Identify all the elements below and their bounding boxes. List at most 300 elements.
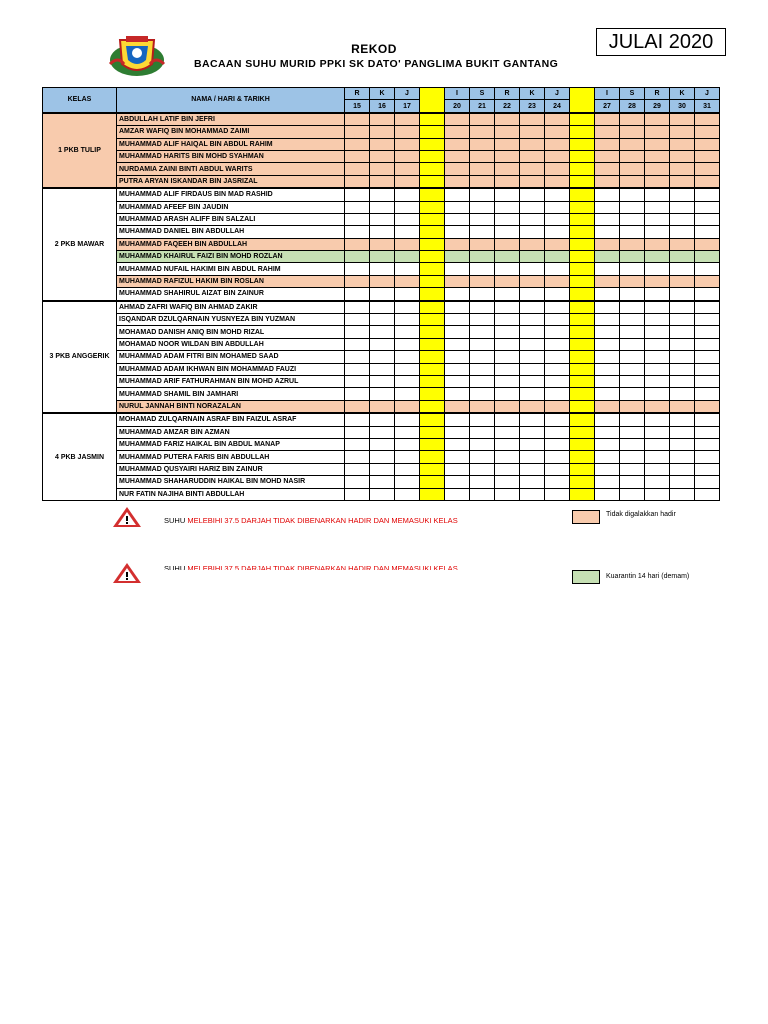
temperature-cell[interactable] — [545, 363, 570, 375]
temperature-cell[interactable] — [620, 426, 645, 438]
temperature-cell[interactable] — [595, 413, 620, 426]
temperature-cell[interactable] — [445, 150, 470, 162]
temperature-cell[interactable] — [595, 213, 620, 225]
temperature-cell[interactable] — [370, 451, 395, 463]
temperature-cell[interactable] — [545, 238, 570, 250]
temperature-cell[interactable] — [645, 213, 670, 225]
temperature-cell[interactable] — [395, 175, 420, 188]
temperature-cell[interactable] — [445, 451, 470, 463]
temperature-cell[interactable] — [520, 314, 545, 326]
temperature-cell[interactable] — [645, 338, 670, 350]
temperature-cell[interactable] — [495, 351, 520, 363]
temperature-cell[interactable] — [545, 126, 570, 138]
temperature-cell[interactable] — [595, 138, 620, 150]
temperature-cell[interactable] — [470, 238, 495, 250]
temperature-cell[interactable] — [395, 150, 420, 162]
temperature-cell[interactable] — [645, 288, 670, 301]
temperature-cell[interactable] — [345, 351, 370, 363]
temperature-cell[interactable] — [570, 426, 595, 438]
temperature-cell[interactable] — [445, 275, 470, 287]
temperature-cell[interactable] — [370, 188, 395, 201]
temperature-cell[interactable] — [395, 400, 420, 413]
temperature-cell[interactable] — [420, 463, 445, 475]
temperature-cell[interactable] — [395, 438, 420, 450]
temperature-cell[interactable] — [370, 363, 395, 375]
temperature-cell[interactable] — [470, 314, 495, 326]
temperature-cell[interactable] — [395, 314, 420, 326]
temperature-cell[interactable] — [570, 138, 595, 150]
temperature-cell[interactable] — [545, 488, 570, 500]
temperature-cell[interactable] — [545, 338, 570, 350]
temperature-cell[interactable] — [370, 238, 395, 250]
temperature-cell[interactable] — [470, 113, 495, 126]
temperature-cell[interactable] — [570, 375, 595, 387]
temperature-cell[interactable] — [470, 138, 495, 150]
temperature-cell[interactable] — [645, 438, 670, 450]
temperature-cell[interactable] — [520, 388, 545, 400]
temperature-cell[interactable] — [695, 213, 720, 225]
temperature-cell[interactable] — [595, 288, 620, 301]
temperature-cell[interactable] — [495, 275, 520, 287]
temperature-cell[interactable] — [470, 363, 495, 375]
temperature-cell[interactable] — [345, 363, 370, 375]
temperature-cell[interactable] — [695, 488, 720, 500]
temperature-cell[interactable] — [520, 400, 545, 413]
temperature-cell[interactable] — [670, 400, 695, 413]
temperature-cell[interactable] — [670, 150, 695, 162]
temperature-cell[interactable] — [620, 275, 645, 287]
temperature-cell[interactable] — [620, 301, 645, 314]
temperature-cell[interactable] — [495, 113, 520, 126]
temperature-cell[interactable] — [645, 375, 670, 387]
temperature-cell[interactable] — [595, 175, 620, 188]
temperature-cell[interactable] — [445, 363, 470, 375]
temperature-cell[interactable] — [495, 451, 520, 463]
temperature-cell[interactable] — [395, 213, 420, 225]
temperature-cell[interactable] — [595, 426, 620, 438]
temperature-cell[interactable] — [370, 463, 395, 475]
temperature-cell[interactable] — [620, 201, 645, 213]
temperature-cell[interactable] — [395, 288, 420, 301]
temperature-cell[interactable] — [645, 400, 670, 413]
temperature-cell[interactable] — [370, 251, 395, 263]
temperature-cell[interactable] — [370, 126, 395, 138]
temperature-cell[interactable] — [445, 413, 470, 426]
temperature-cell[interactable] — [445, 400, 470, 413]
temperature-cell[interactable] — [695, 251, 720, 263]
temperature-cell[interactable] — [670, 126, 695, 138]
temperature-cell[interactable] — [620, 488, 645, 500]
temperature-cell[interactable] — [445, 213, 470, 225]
temperature-cell[interactable] — [595, 251, 620, 263]
temperature-cell[interactable] — [595, 388, 620, 400]
temperature-cell[interactable] — [520, 476, 545, 488]
temperature-cell[interactable] — [545, 263, 570, 275]
temperature-cell[interactable] — [545, 476, 570, 488]
temperature-cell[interactable] — [420, 113, 445, 126]
temperature-cell[interactable] — [620, 213, 645, 225]
temperature-cell[interactable] — [395, 351, 420, 363]
temperature-cell[interactable] — [670, 463, 695, 475]
temperature-cell[interactable] — [470, 288, 495, 301]
temperature-cell[interactable] — [620, 351, 645, 363]
temperature-cell[interactable] — [645, 488, 670, 500]
temperature-cell[interactable] — [520, 438, 545, 450]
temperature-cell[interactable] — [345, 426, 370, 438]
temperature-cell[interactable] — [445, 226, 470, 238]
temperature-cell[interactable] — [520, 138, 545, 150]
temperature-cell[interactable] — [470, 463, 495, 475]
temperature-cell[interactable] — [545, 314, 570, 326]
temperature-cell[interactable] — [570, 301, 595, 314]
temperature-cell[interactable] — [395, 363, 420, 375]
temperature-cell[interactable] — [395, 426, 420, 438]
temperature-cell[interactable] — [520, 188, 545, 201]
temperature-cell[interactable] — [345, 188, 370, 201]
temperature-cell[interactable] — [345, 488, 370, 500]
temperature-cell[interactable] — [545, 400, 570, 413]
temperature-cell[interactable] — [645, 150, 670, 162]
temperature-cell[interactable] — [670, 438, 695, 450]
temperature-cell[interactable] — [545, 388, 570, 400]
temperature-cell[interactable] — [620, 113, 645, 126]
temperature-cell[interactable] — [595, 351, 620, 363]
temperature-cell[interactable] — [370, 113, 395, 126]
temperature-cell[interactable] — [395, 201, 420, 213]
temperature-cell[interactable] — [670, 363, 695, 375]
temperature-cell[interactable] — [645, 426, 670, 438]
temperature-cell[interactable] — [645, 175, 670, 188]
temperature-cell[interactable] — [595, 301, 620, 314]
temperature-cell[interactable] — [370, 175, 395, 188]
temperature-cell[interactable] — [570, 201, 595, 213]
temperature-cell[interactable] — [395, 451, 420, 463]
temperature-cell[interactable] — [495, 138, 520, 150]
temperature-cell[interactable] — [695, 150, 720, 162]
temperature-cell[interactable] — [420, 314, 445, 326]
temperature-cell[interactable] — [420, 326, 445, 338]
temperature-cell[interactable] — [370, 275, 395, 287]
temperature-cell[interactable] — [570, 113, 595, 126]
temperature-cell[interactable] — [620, 413, 645, 426]
temperature-cell[interactable] — [345, 150, 370, 162]
temperature-cell[interactable] — [445, 314, 470, 326]
temperature-cell[interactable] — [670, 351, 695, 363]
temperature-cell[interactable] — [695, 463, 720, 475]
temperature-cell[interactable] — [695, 113, 720, 126]
temperature-cell[interactable] — [470, 388, 495, 400]
temperature-cell[interactable] — [370, 301, 395, 314]
temperature-cell[interactable] — [420, 338, 445, 350]
temperature-cell[interactable] — [495, 413, 520, 426]
temperature-cell[interactable] — [495, 438, 520, 450]
temperature-cell[interactable] — [395, 301, 420, 314]
temperature-cell[interactable] — [520, 413, 545, 426]
temperature-cell[interactable] — [695, 226, 720, 238]
temperature-cell[interactable] — [670, 138, 695, 150]
temperature-cell[interactable] — [520, 213, 545, 225]
temperature-cell[interactable] — [345, 251, 370, 263]
temperature-cell[interactable] — [470, 451, 495, 463]
temperature-cell[interactable] — [395, 238, 420, 250]
temperature-cell[interactable] — [670, 326, 695, 338]
temperature-cell[interactable] — [395, 338, 420, 350]
temperature-cell[interactable] — [445, 326, 470, 338]
temperature-cell[interactable] — [420, 301, 445, 314]
temperature-cell[interactable] — [520, 288, 545, 301]
temperature-cell[interactable] — [570, 226, 595, 238]
temperature-cell[interactable] — [595, 226, 620, 238]
temperature-cell[interactable] — [345, 476, 370, 488]
temperature-cell[interactable] — [570, 388, 595, 400]
temperature-cell[interactable] — [545, 201, 570, 213]
temperature-cell[interactable] — [520, 238, 545, 250]
temperature-cell[interactable] — [420, 251, 445, 263]
temperature-cell[interactable] — [645, 476, 670, 488]
temperature-cell[interactable] — [595, 150, 620, 162]
temperature-cell[interactable] — [495, 301, 520, 314]
temperature-cell[interactable] — [520, 251, 545, 263]
temperature-cell[interactable] — [670, 338, 695, 350]
temperature-cell[interactable] — [395, 163, 420, 175]
temperature-cell[interactable] — [420, 238, 445, 250]
temperature-cell[interactable] — [495, 288, 520, 301]
temperature-cell[interactable] — [695, 126, 720, 138]
temperature-cell[interactable] — [570, 351, 595, 363]
temperature-cell[interactable] — [570, 400, 595, 413]
temperature-cell[interactable] — [470, 326, 495, 338]
temperature-cell[interactable] — [620, 138, 645, 150]
temperature-cell[interactable] — [470, 175, 495, 188]
temperature-cell[interactable] — [545, 213, 570, 225]
temperature-cell[interactable] — [520, 163, 545, 175]
temperature-cell[interactable] — [570, 150, 595, 162]
temperature-cell[interactable] — [470, 163, 495, 175]
temperature-cell[interactable] — [645, 363, 670, 375]
temperature-cell[interactable] — [620, 238, 645, 250]
temperature-cell[interactable] — [570, 413, 595, 426]
temperature-cell[interactable] — [570, 338, 595, 350]
temperature-cell[interactable] — [345, 126, 370, 138]
temperature-cell[interactable] — [695, 163, 720, 175]
temperature-cell[interactable] — [645, 388, 670, 400]
temperature-cell[interactable] — [670, 238, 695, 250]
temperature-cell[interactable] — [495, 326, 520, 338]
temperature-cell[interactable] — [695, 413, 720, 426]
temperature-cell[interactable] — [420, 188, 445, 201]
temperature-cell[interactable] — [470, 338, 495, 350]
temperature-cell[interactable] — [620, 451, 645, 463]
temperature-cell[interactable] — [595, 476, 620, 488]
temperature-cell[interactable] — [445, 175, 470, 188]
temperature-cell[interactable] — [570, 476, 595, 488]
temperature-cell[interactable] — [595, 275, 620, 287]
temperature-cell[interactable] — [595, 163, 620, 175]
temperature-cell[interactable] — [695, 263, 720, 275]
temperature-cell[interactable] — [645, 238, 670, 250]
temperature-cell[interactable] — [670, 175, 695, 188]
temperature-cell[interactable] — [420, 488, 445, 500]
temperature-cell[interactable] — [445, 426, 470, 438]
temperature-cell[interactable] — [470, 476, 495, 488]
temperature-cell[interactable] — [495, 388, 520, 400]
temperature-cell[interactable] — [645, 351, 670, 363]
temperature-cell[interactable] — [495, 463, 520, 475]
temperature-cell[interactable] — [545, 438, 570, 450]
temperature-cell[interactable] — [620, 363, 645, 375]
temperature-cell[interactable] — [645, 226, 670, 238]
temperature-cell[interactable] — [495, 363, 520, 375]
temperature-cell[interactable] — [670, 288, 695, 301]
temperature-cell[interactable] — [520, 113, 545, 126]
temperature-cell[interactable] — [620, 388, 645, 400]
temperature-cell[interactable] — [570, 451, 595, 463]
temperature-cell[interactable] — [545, 326, 570, 338]
temperature-cell[interactable] — [370, 351, 395, 363]
temperature-cell[interactable] — [470, 438, 495, 450]
temperature-cell[interactable] — [420, 138, 445, 150]
temperature-cell[interactable] — [470, 213, 495, 225]
temperature-cell[interactable] — [420, 288, 445, 301]
temperature-cell[interactable] — [645, 251, 670, 263]
temperature-cell[interactable] — [445, 301, 470, 314]
temperature-cell[interactable] — [520, 326, 545, 338]
temperature-cell[interactable] — [545, 163, 570, 175]
temperature-cell[interactable] — [445, 463, 470, 475]
temperature-cell[interactable] — [670, 301, 695, 314]
temperature-cell[interactable] — [545, 275, 570, 287]
temperature-cell[interactable] — [695, 363, 720, 375]
temperature-cell[interactable] — [620, 326, 645, 338]
temperature-cell[interactable] — [495, 314, 520, 326]
temperature-cell[interactable] — [545, 251, 570, 263]
temperature-cell[interactable] — [620, 375, 645, 387]
temperature-cell[interactable] — [570, 488, 595, 500]
temperature-cell[interactable] — [545, 288, 570, 301]
temperature-cell[interactable] — [545, 413, 570, 426]
temperature-cell[interactable] — [445, 138, 470, 150]
temperature-cell[interactable] — [595, 126, 620, 138]
temperature-cell[interactable] — [495, 338, 520, 350]
temperature-cell[interactable] — [545, 138, 570, 150]
temperature-cell[interactable] — [470, 400, 495, 413]
temperature-cell[interactable] — [470, 426, 495, 438]
temperature-cell[interactable] — [395, 251, 420, 263]
temperature-cell[interactable] — [545, 301, 570, 314]
temperature-cell[interactable] — [470, 351, 495, 363]
temperature-cell[interactable] — [595, 238, 620, 250]
temperature-cell[interactable] — [520, 363, 545, 375]
temperature-cell[interactable] — [645, 188, 670, 201]
temperature-cell[interactable] — [570, 238, 595, 250]
temperature-cell[interactable] — [595, 314, 620, 326]
temperature-cell[interactable] — [470, 275, 495, 287]
temperature-cell[interactable] — [445, 163, 470, 175]
temperature-cell[interactable] — [645, 201, 670, 213]
temperature-cell[interactable] — [445, 113, 470, 126]
temperature-cell[interactable] — [670, 413, 695, 426]
temperature-cell[interactable] — [545, 426, 570, 438]
temperature-cell[interactable] — [520, 351, 545, 363]
temperature-cell[interactable] — [695, 388, 720, 400]
temperature-cell[interactable] — [570, 263, 595, 275]
temperature-cell[interactable] — [520, 126, 545, 138]
temperature-cell[interactable] — [620, 263, 645, 275]
temperature-cell[interactable] — [470, 301, 495, 314]
temperature-cell[interactable] — [570, 438, 595, 450]
temperature-cell[interactable] — [345, 400, 370, 413]
temperature-cell[interactable] — [345, 314, 370, 326]
temperature-cell[interactable] — [645, 413, 670, 426]
temperature-cell[interactable] — [595, 188, 620, 201]
temperature-cell[interactable] — [595, 263, 620, 275]
temperature-cell[interactable] — [570, 213, 595, 225]
temperature-cell[interactable] — [620, 126, 645, 138]
temperature-cell[interactable] — [695, 451, 720, 463]
temperature-cell[interactable] — [420, 351, 445, 363]
temperature-cell[interactable] — [345, 113, 370, 126]
temperature-cell[interactable] — [370, 476, 395, 488]
temperature-cell[interactable] — [620, 188, 645, 201]
temperature-cell[interactable] — [395, 488, 420, 500]
temperature-cell[interactable] — [395, 375, 420, 387]
temperature-cell[interactable] — [345, 438, 370, 450]
temperature-cell[interactable] — [695, 400, 720, 413]
temperature-cell[interactable] — [345, 301, 370, 314]
temperature-cell[interactable] — [670, 188, 695, 201]
temperature-cell[interactable] — [445, 375, 470, 387]
temperature-cell[interactable] — [670, 226, 695, 238]
temperature-cell[interactable] — [545, 226, 570, 238]
temperature-cell[interactable] — [570, 363, 595, 375]
temperature-cell[interactable] — [670, 488, 695, 500]
temperature-cell[interactable] — [520, 426, 545, 438]
temperature-cell[interactable] — [470, 126, 495, 138]
temperature-cell[interactable] — [445, 288, 470, 301]
temperature-cell[interactable] — [595, 363, 620, 375]
temperature-cell[interactable] — [695, 375, 720, 387]
temperature-cell[interactable] — [495, 375, 520, 387]
temperature-cell[interactable] — [445, 476, 470, 488]
temperature-cell[interactable] — [445, 338, 470, 350]
temperature-cell[interactable] — [620, 226, 645, 238]
temperature-cell[interactable] — [620, 251, 645, 263]
temperature-cell[interactable] — [395, 113, 420, 126]
temperature-cell[interactable] — [695, 138, 720, 150]
temperature-cell[interactable] — [520, 263, 545, 275]
temperature-cell[interactable] — [670, 201, 695, 213]
temperature-cell[interactable] — [495, 126, 520, 138]
temperature-cell[interactable] — [445, 488, 470, 500]
temperature-cell[interactable] — [395, 138, 420, 150]
temperature-cell[interactable] — [620, 338, 645, 350]
temperature-cell[interactable] — [495, 426, 520, 438]
temperature-cell[interactable] — [370, 326, 395, 338]
temperature-cell[interactable] — [520, 451, 545, 463]
temperature-cell[interactable] — [670, 113, 695, 126]
temperature-cell[interactable] — [670, 375, 695, 387]
temperature-cell[interactable] — [670, 426, 695, 438]
temperature-cell[interactable] — [420, 263, 445, 275]
temperature-cell[interactable] — [520, 488, 545, 500]
temperature-cell[interactable] — [520, 175, 545, 188]
temperature-cell[interactable] — [645, 113, 670, 126]
temperature-cell[interactable] — [545, 113, 570, 126]
temperature-cell[interactable] — [395, 188, 420, 201]
temperature-cell[interactable] — [345, 201, 370, 213]
temperature-cell[interactable] — [495, 188, 520, 201]
temperature-cell[interactable] — [395, 275, 420, 287]
